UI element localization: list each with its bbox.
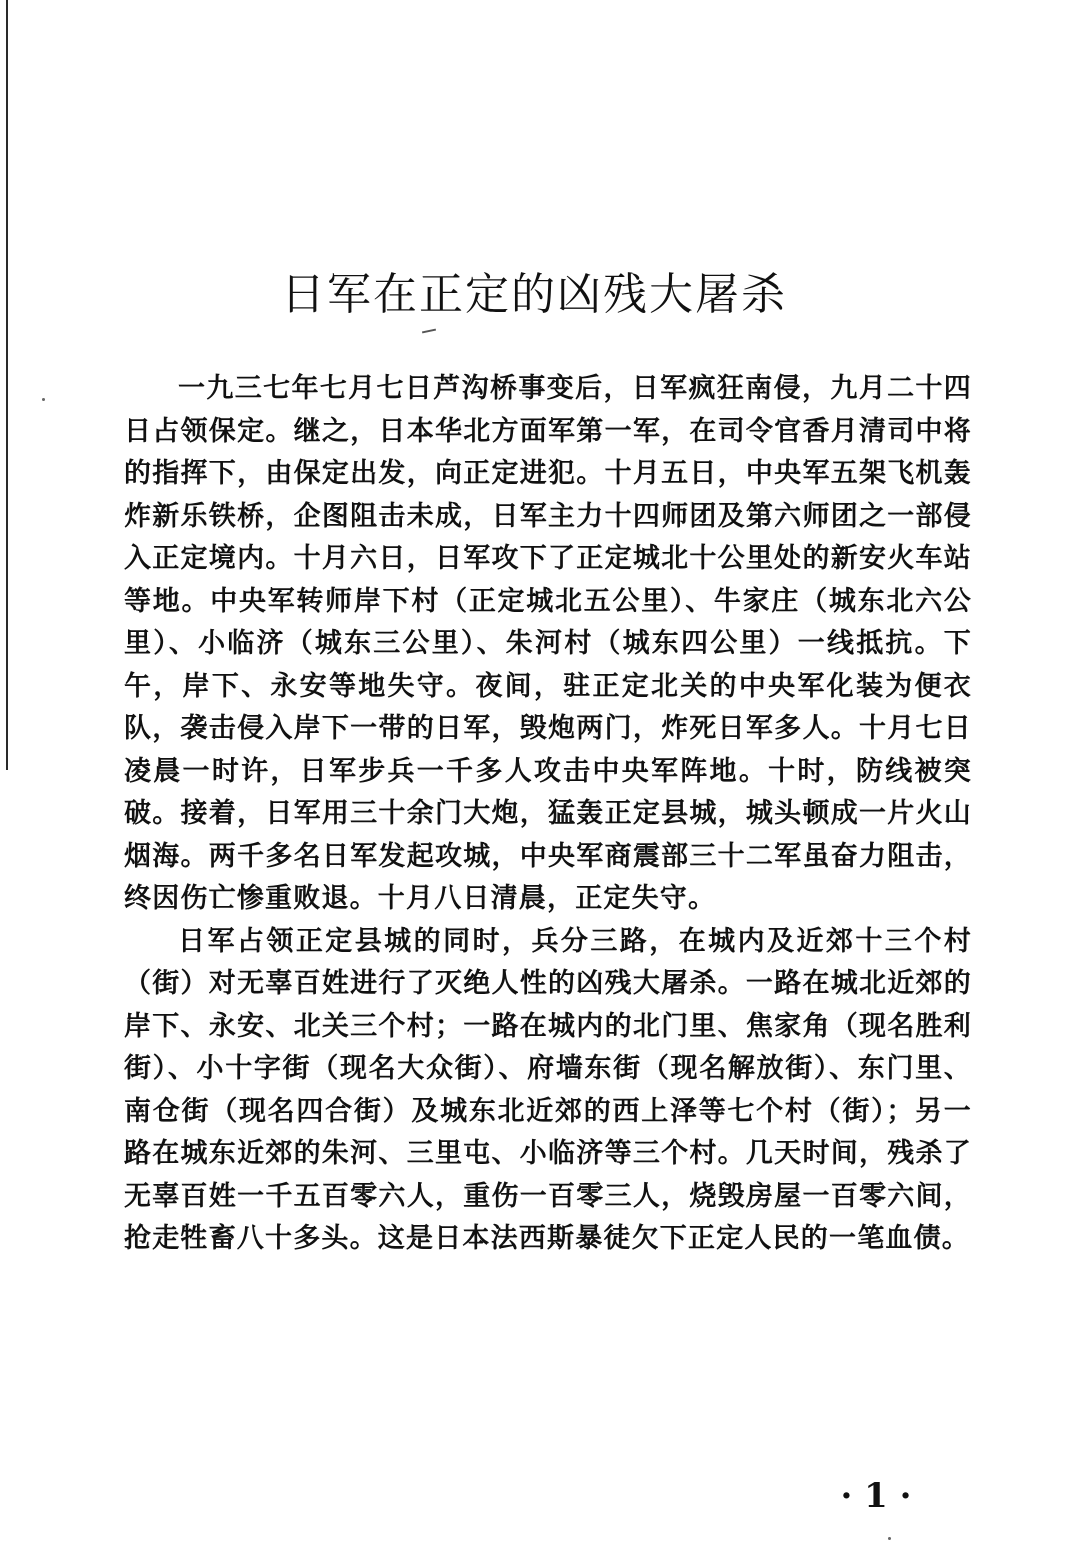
scan-edge-rule [6, 0, 8, 770]
scan-speck [42, 398, 45, 401]
title-underline-mark [422, 329, 436, 334]
scan-speck [888, 1537, 891, 1540]
article-body [124, 368, 972, 1261]
paragraph-2: 日军占领正定县城的同时，兵分三路，在城内及近郊十三个村（街）对无辜百姓进行了灭绝人性的凶残大屠杀。一路在城北近郊的岸下、永安、北关三个村；一路在城内的北门里、焦家角（现名胜利街）、小十字街（现名大众街）、府墙东街（现名解放街）、东门里、南仓街（现名四合街）及城东北近郊的西上泽等七个村（街）；另一路在城东近郊的朱河、三里屯、小临济等三个村。几天时间，残杀了无辜百姓一千五百零六人，重伤一百零三人，烧毁房屋一百零六间，抢走牲畜八十多头。这是日本法西斯暴徒欠下正定人民的一笔血债。 [124, 925, 972, 1254]
paragraph-1: 一九三七年七月七日芦沟桥事变后，日军疯狂南侵，九月二十四日占领保定。继之，日本华北方面军第一军，在司令官香月清司中将的指挥下，由保定出发，向正定进犯。十月五日，中央军五架飞机轰炸新乐铁桥，企图阻击未成，日军主力十四师团及第六师团之一部侵入正定境内。十月六日，日军攻下了正定城北十公里处的新安火车站等地。中央军转师岸下村（正定城北五公里）、牛家庄（城东北六公里）、小临济（城东三公里）、朱河村（城东四公里）一线抵抗。下午，岸下、永安等地失守。夜间，驻正定北关的中央军化装为便衣队，袭击侵入岸下一带的日军，毁炮两门，炸死日军多人。十月七日凌晨一时许，日军步兵一千多人攻击中央军阵地。十时，防线被突破。接着，日军用三十余门大炮，猛轰正定县城，城头顿成一片火山烟海。两千多名日军发起攻城，中央军商震部三十二军虽奋力阻击，终因伤亡惨重败退。十月八日清晨，正定失守。 [124, 373, 972, 914]
page-number: · 1 · [840, 1476, 912, 1516]
article-title: 日军在正定的凶残大屠杀 [281, 269, 787, 320]
